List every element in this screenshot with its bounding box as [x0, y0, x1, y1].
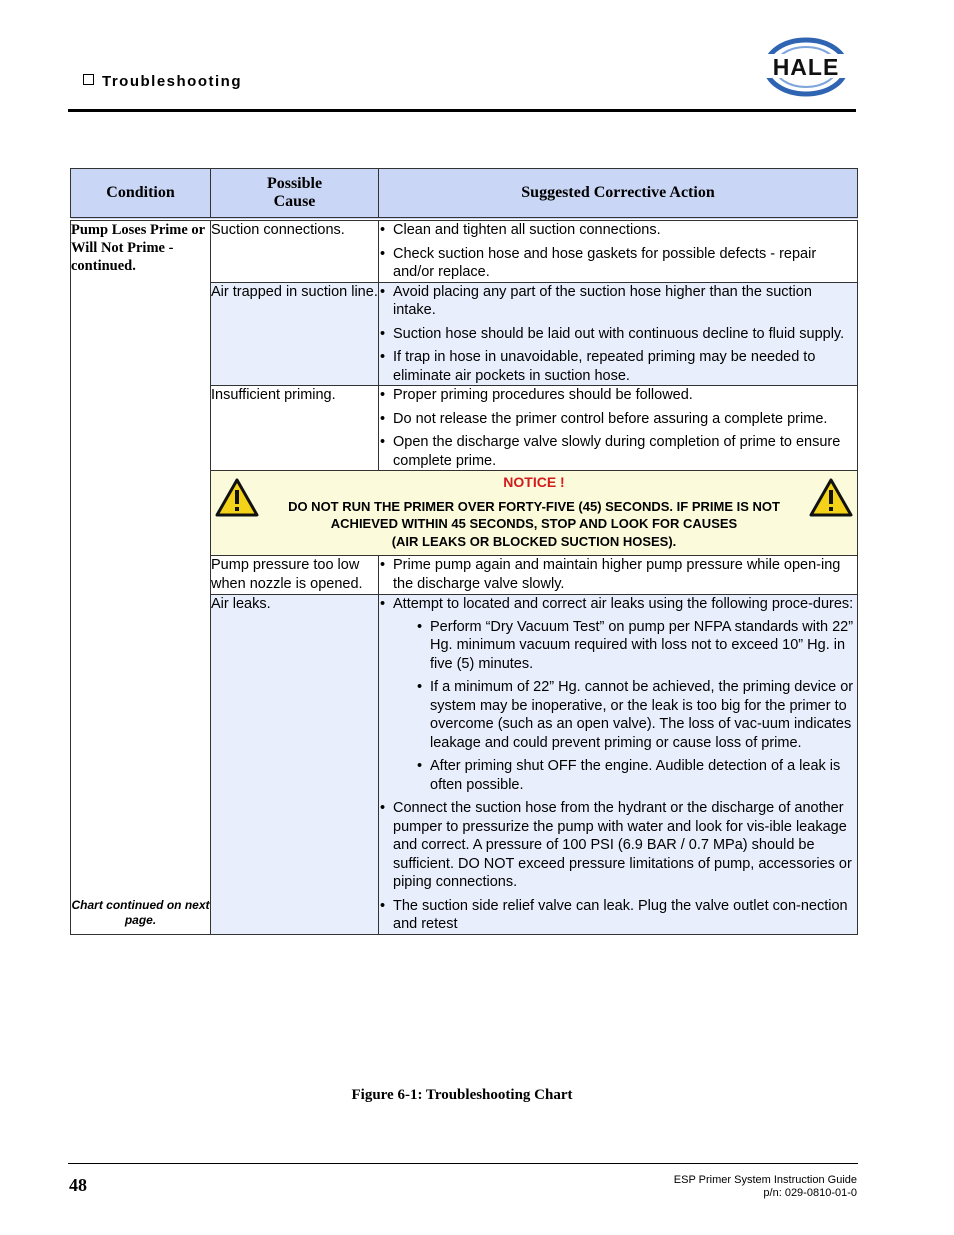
notice-box [211, 471, 858, 556]
action-item: • The suction side relief valve can leak. Plug the valve outlet con-nection and retest [379, 897, 857, 934]
svg-text:HALE: HALE [772, 54, 840, 80]
cause-cell: Pump pressure too low when nozzle is opened. [211, 556, 379, 595]
condition-cell [71, 219, 211, 934]
warning-triangle-icon [215, 477, 259, 517]
action-cell [379, 219, 858, 282]
part-number: p/n: 029-0810-01-0 [763, 1187, 857, 1199]
action-item: • Prime pump again and maintain higher pump pressure while open-ing the discharge valve slowly. [379, 556, 857, 593]
notice-line: (AIR LEAKS OR BLOCKED SUCTION HOSES). [391, 533, 677, 549]
action-cell [379, 386, 858, 471]
column-header-action: Suggested Corrective Action [379, 169, 858, 220]
action-item: • Attempt to located and correct air leaks using the following proce-dures: • Perform “Dry Vacuum Test” on pump per NFPA standards with 22” Hg. minimum vacuum required with loss not to exceed 10” Hg. in five (5) minutes. • If a minimum of 22” Hg. cannot be achieved, the priming device or system may be inoperative, or the leak is too big for the primer to overcome (such as an open valve). The loss of vac-uum indicates leakage and could prevent priming or cause loss of prime. • After priming shut OFF the engine. Audible detection of a leak is often possible. [379, 595, 857, 794]
column-header-cause: Possible Cause [211, 169, 379, 220]
figure-caption: Figure 6-1: Troubleshooting Chart [351, 1087, 573, 1103]
action-item: • Clean and tighten all suction connections. [379, 221, 857, 240]
action-item: • If trap in hose in unavoidable, repeated priming may be needed to eliminate air pockets in suction hose. [379, 348, 857, 385]
action-cell [379, 556, 858, 595]
action-item: • Do not release the primer control before assuring a complete prime. [379, 410, 857, 429]
checkbox-bullet-icon [83, 74, 94, 85]
guide-title: ESP Primer System Instruction Guide [673, 1174, 857, 1186]
section-heading-text: Troubleshooting [102, 73, 242, 90]
table-header-row [71, 169, 858, 220]
action-item: • Avoid placing any part of the suction hose higher than the suction intake. [379, 283, 857, 320]
sub-action-item: • Perform “Dry Vacuum Test” on pump per NFPA standards with 22” Hg. minimum vacuum required with loss not to exceed 10” Hg. in five (5) minutes. [416, 618, 857, 674]
cause-cell: Air trapped in suction line. [211, 282, 379, 386]
action-item: • Open the discharge valve slowly during completion of prime to ensure complete prime. [379, 433, 857, 470]
cause-cell: Suction connections. [211, 219, 379, 282]
notice-line: DO NOT RUN THE PRIMER OVER FORTY-FIVE (45) SECONDS. IF PRIME IS NOT [288, 498, 780, 514]
notice-content [211, 471, 857, 550]
hale-logo-icon [756, 33, 856, 99]
continued-note: Chart continued on next page. [71, 897, 210, 927]
action-item: • Connect the suction hose from the hydrant or the discharge of another pumper to pressurize the pump with water and look for vis-ible leakage and correct. A pressure of 100 PSI (6.9 BAR / 0.7 MPa) should be sufficient. DO NOT exceed pressure limitations of pump, accessories or piping connections. [379, 799, 857, 892]
footer-rule [68, 1163, 858, 1164]
sub-action-item: • After priming shut OFF the engine. Audible detection of a leak is often possible. [416, 757, 857, 794]
column-header-condition: Condition [71, 169, 211, 220]
warning-triangle-icon [809, 477, 853, 517]
action-cell [379, 282, 858, 386]
section-heading [83, 73, 242, 90]
sub-action-item: • If a minimum of 22” Hg. cannot be achieved, the priming device or system may be inoperative, or the leak is too big for the primer to overcome (such as an open valve). The loss of vac-uum indicates leakage and could prevent priming or cause loss of prime. [416, 678, 857, 752]
action-item: • Check suction hose and hose gaskets for possible defects - repair and/or replace. [379, 245, 857, 282]
table-row [71, 219, 858, 282]
cause-cell: Insufficient priming. [211, 386, 379, 471]
cause-cell: Air leaks. [211, 595, 379, 935]
condition-text: Pump Loses Prime or Will Not Prime - continued. [71, 222, 205, 274]
action-item: • Suction hose should be laid out with continuous decline to fluid supply. [379, 325, 857, 344]
footer-info [674, 1174, 857, 1200]
header-rule [68, 109, 856, 112]
action-cell [379, 595, 858, 935]
troubleshooting-table [70, 168, 858, 935]
notice-title: NOTICE ! [503, 474, 565, 490]
action-item: • Proper priming procedures should be followed. [379, 386, 857, 405]
page-number: 48 [69, 1175, 87, 1195]
notice-line: ACHIEVED WITHIN 45 SECONDS, STOP AND LOOK FOR CAUSES [330, 516, 738, 531]
